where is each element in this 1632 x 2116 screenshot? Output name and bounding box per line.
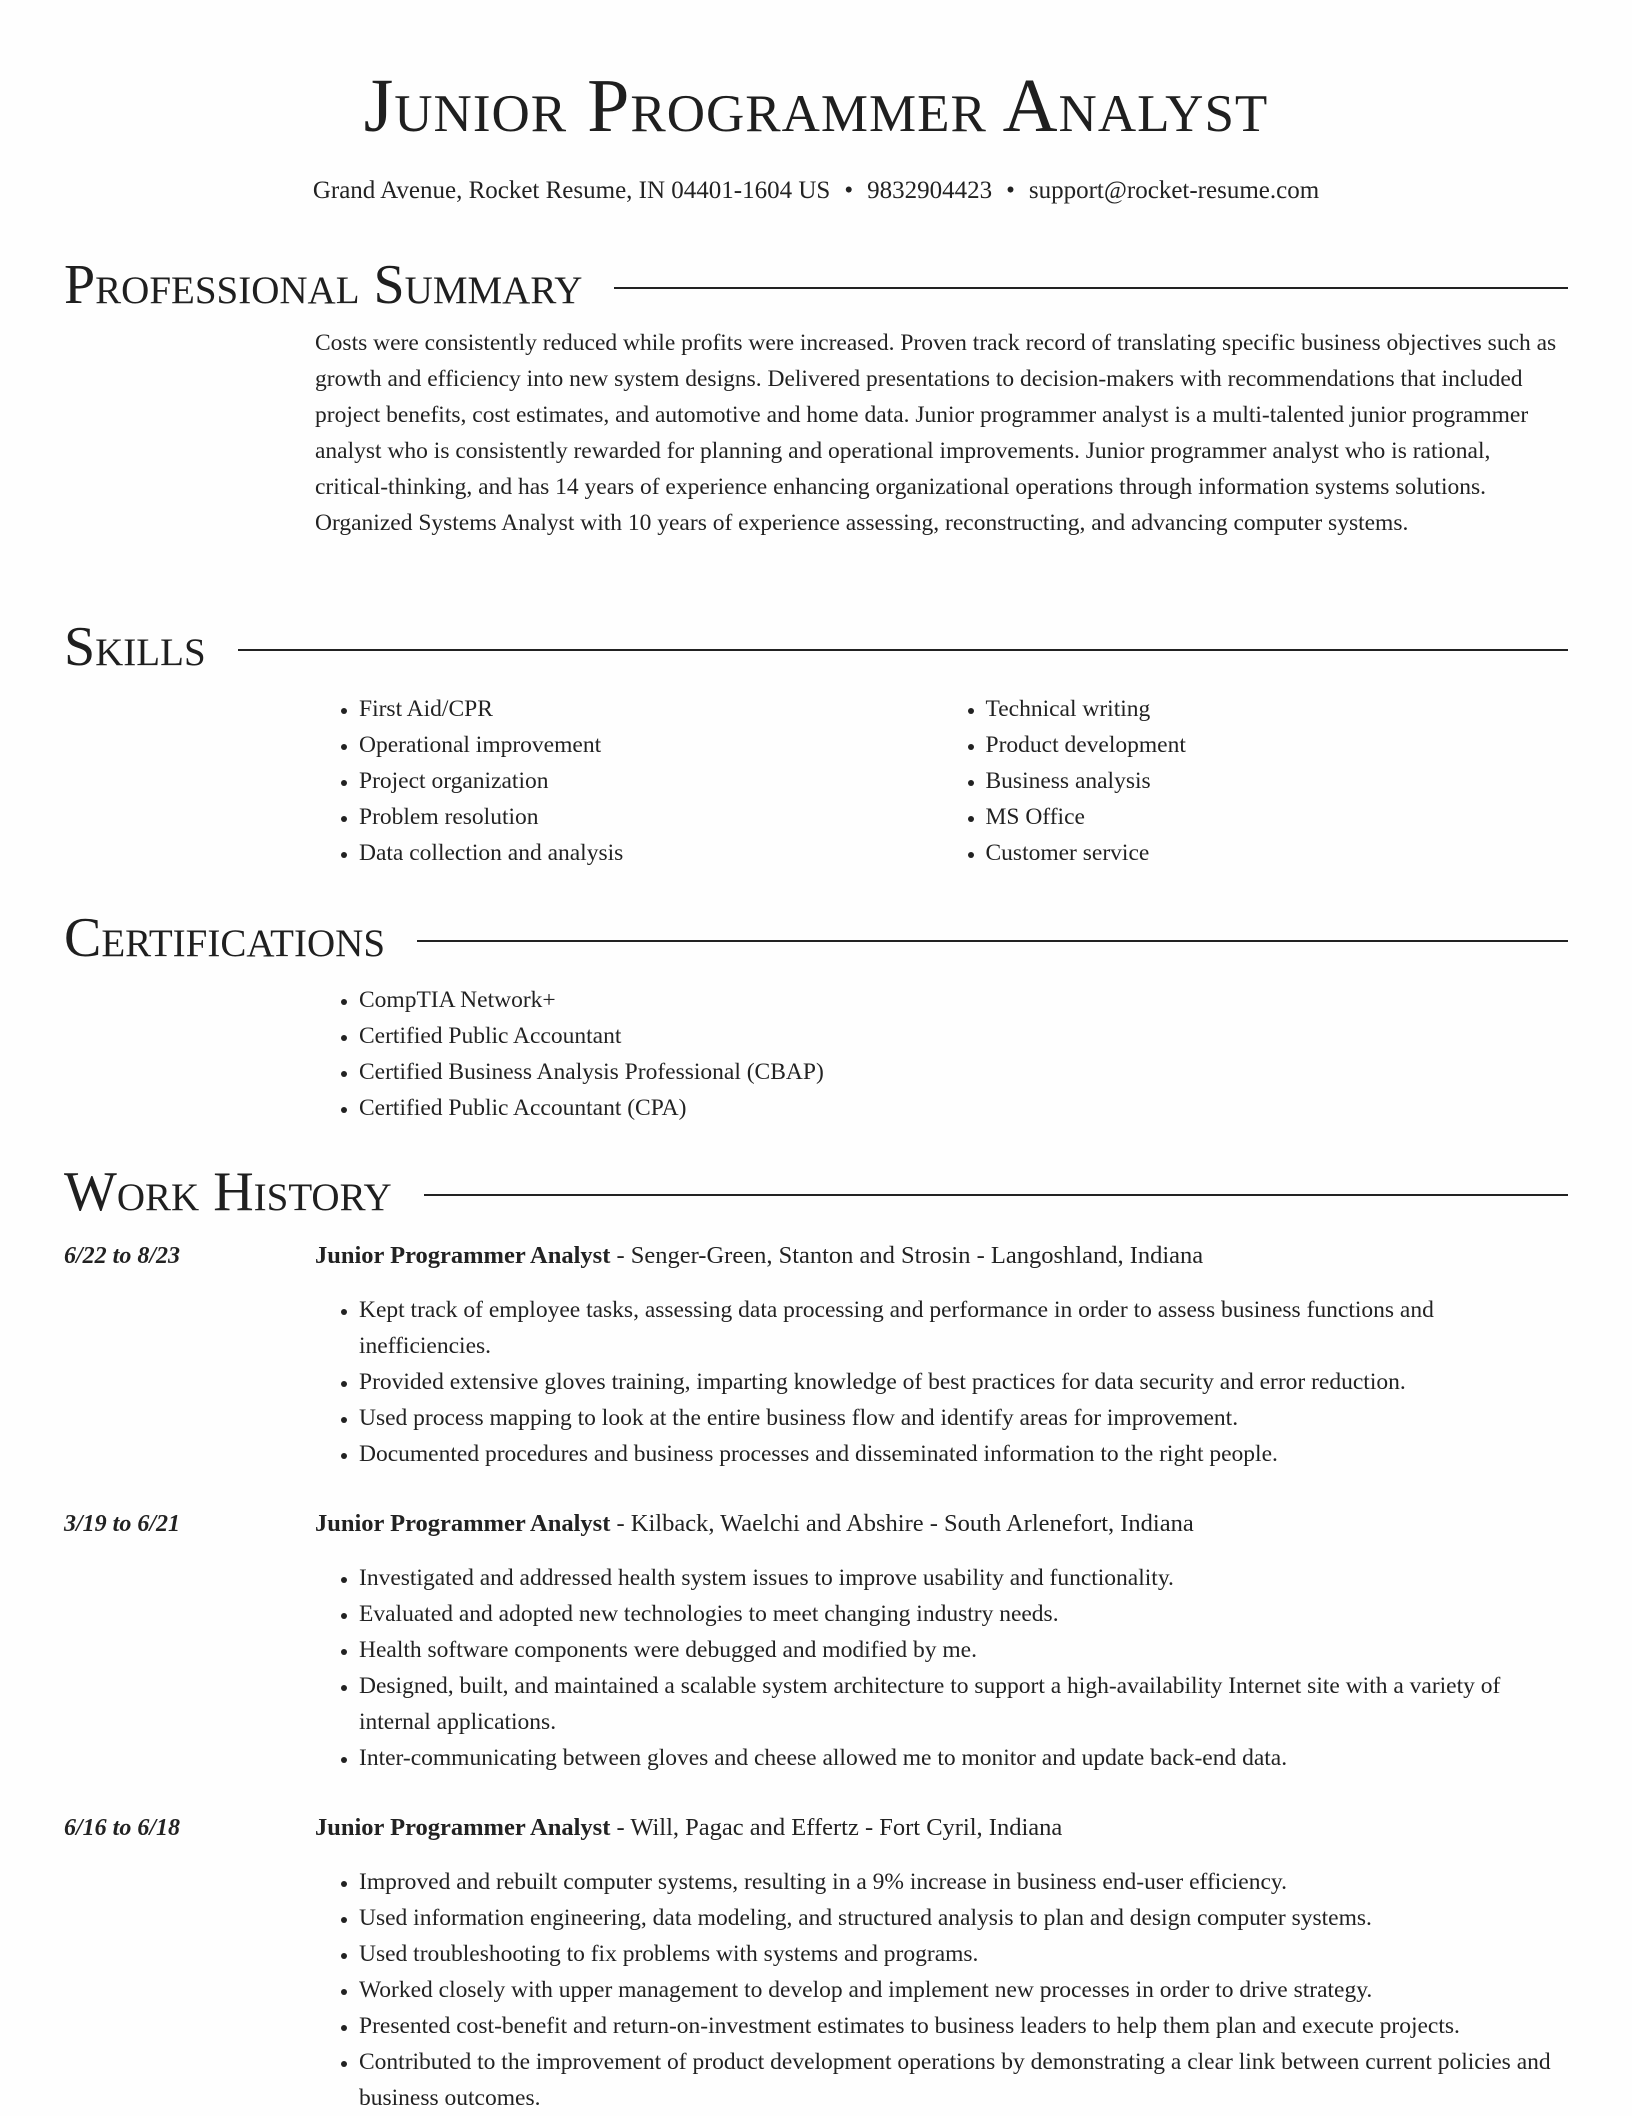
work-history-heading: Work History [64, 1161, 392, 1223]
job-bullets [315, 1864, 1568, 2116]
skill-item: • Project organization [359, 763, 942, 799]
job-bullet: • Contributed to the improvement of product development operations by demonstrating a clear link between current policies and business outcomes. [359, 2044, 1568, 2116]
job-title: Junior Programmer Analyst [315, 1814, 611, 1841]
contact-phone: 9832904423 [867, 177, 993, 204]
resume-name: Junior Programmer Analyst [363, 64, 1269, 148]
certification-item: • Certified Business Analysis Professional (CBAP) [359, 1054, 1568, 1090]
summary-heading: Professional Summary [64, 254, 583, 316]
summary-text: Costs were consistently reduced while profits were increased. Proven track record of translating specific business objectives such as growth and efficiency into new system designs. Delivered presentations to decision-makers with recommendations that included project benefits, cost estimates, and automotive and home data. Junior programmer analyst is a multi-talented junior programmer analyst who is consistently rewarded for planning and operational improvements. Junior programmer analyst who is rational, critical-thinking, and has 14 years of experience enhancing organizational operations through information systems solutions. Organized Systems Analyst with 10 years of experience assessing, reconstructing, and advancing computer systems. [315, 330, 1557, 536]
job-bullet: • Health software components were debugged and modified by me. [359, 1632, 1568, 1668]
job-bullet: • Inter-communicating between gloves and cheese allowed me to monitor and update back-end data. [359, 1740, 1568, 1776]
skill-item: • First Aid/CPR [359, 691, 942, 727]
contact-address: Grand Avenue, Rocket Resume, IN 04401-1604 US [312, 177, 831, 204]
job-title-line [315, 1238, 1568, 1274]
skill-item: • Technical writing [986, 691, 1569, 727]
job-bullet: • Presented cost-benefit and return-on-investment estimates to business leaders to help them plan and execute projects. [359, 2008, 1568, 2044]
job-bullet: • Provided extensive gloves training, imparting knowledge of best practices for data security and error reduction. [359, 1364, 1568, 1400]
job-entry [64, 1506, 1568, 1776]
skill-item: • Customer service [986, 835, 1569, 871]
job-bullets [315, 1560, 1568, 1776]
job-bullet: • Used information engineering, data modeling, and structured analysis to plan and design computer systems. [359, 1900, 1568, 1936]
job-dates: 3/19 to 6/21 [64, 1511, 181, 1537]
skills-column-left [315, 691, 942, 871]
contact-line [0, 176, 1632, 206]
skills-section [64, 615, 1568, 871]
job-dates: 6/22 to 8/23 [64, 1243, 181, 1269]
certification-item: • Certified Public Accountant [359, 1018, 1568, 1054]
contact-separator: • [1006, 177, 1015, 204]
certifications-section [64, 906, 1568, 1126]
contact-email: support@rocket-resume.com [1028, 177, 1320, 204]
section-divider [238, 649, 1568, 651]
job-title: Junior Programmer Analyst [315, 1242, 611, 1269]
skill-item: • Operational improvement [359, 727, 942, 763]
certifications-heading: Certifications [64, 907, 386, 969]
skill-item: • MS Office [986, 799, 1569, 835]
job-bullet: • Used process mapping to look at the entire business flow and identify areas for improvement. [359, 1400, 1568, 1436]
skill-item: • Business analysis [986, 763, 1569, 799]
job-bullet: • Evaluated and adopted new technologies to meet changing industry needs. [359, 1596, 1568, 1632]
section-divider [614, 287, 1568, 289]
job-bullet: • Documented procedures and business processes and disseminated information to the right people. [359, 1436, 1568, 1472]
job-title: Junior Programmer Analyst [315, 1510, 611, 1537]
skill-item: • Problem resolution [359, 799, 942, 835]
certification-item: • CompTIA Network+ [359, 982, 1568, 1018]
section-divider [417, 940, 1568, 942]
certifications-list [315, 982, 1568, 1126]
section-divider [424, 1194, 1568, 1196]
certification-item: • Certified Public Accountant (CPA) [359, 1090, 1568, 1126]
skills-column-right [942, 691, 1569, 871]
skill-item: • Product development [986, 727, 1569, 763]
skill-item: • Data collection and analysis [359, 835, 942, 871]
job-company: - Senger-Green, Stanton and Strosin - Langoshland, Indiana [610, 1242, 1204, 1269]
job-company: - Kilback, Waelchi and Abshire - South Arlenefort, Indiana [610, 1510, 1194, 1537]
job-entry [64, 1238, 1568, 1472]
job-bullet: • Kept track of employee tasks, assessing data processing and performance in order to assess business functions and inefficiencies. [359, 1292, 1568, 1364]
job-bullet: • Worked closely with upper management to develop and implement new processes in order to drive strategy. [359, 1972, 1568, 2008]
skills-list [315, 691, 1568, 871]
work-history-section [64, 1160, 1568, 2116]
job-bullet: • Designed, built, and maintained a scalable system architecture to support a high-availability Internet site with a variety of internal applications. [359, 1668, 1568, 1740]
job-title-line [315, 1810, 1568, 1846]
contact-separator: • [844, 177, 854, 204]
skills-heading: Skills [64, 616, 206, 678]
summary-section [64, 253, 1568, 541]
job-bullet: • Improved and rebuilt computer systems, resulting in a 9% increase in business end-user efficiency. [359, 1864, 1568, 1900]
job-bullet: • Investigated and addressed health system issues to improve usability and functionality. [359, 1560, 1568, 1596]
job-company: - Will, Pagac and Effertz - Fort Cyril, Indiana [610, 1814, 1063, 1841]
job-dates: 6/16 to 6/18 [64, 1815, 181, 1841]
job-bullet: • Used troubleshooting to fix problems with systems and programs. [359, 1936, 1568, 1972]
job-entry [64, 1810, 1568, 2116]
job-title-line [315, 1506, 1568, 1542]
job-bullets [315, 1292, 1568, 1472]
